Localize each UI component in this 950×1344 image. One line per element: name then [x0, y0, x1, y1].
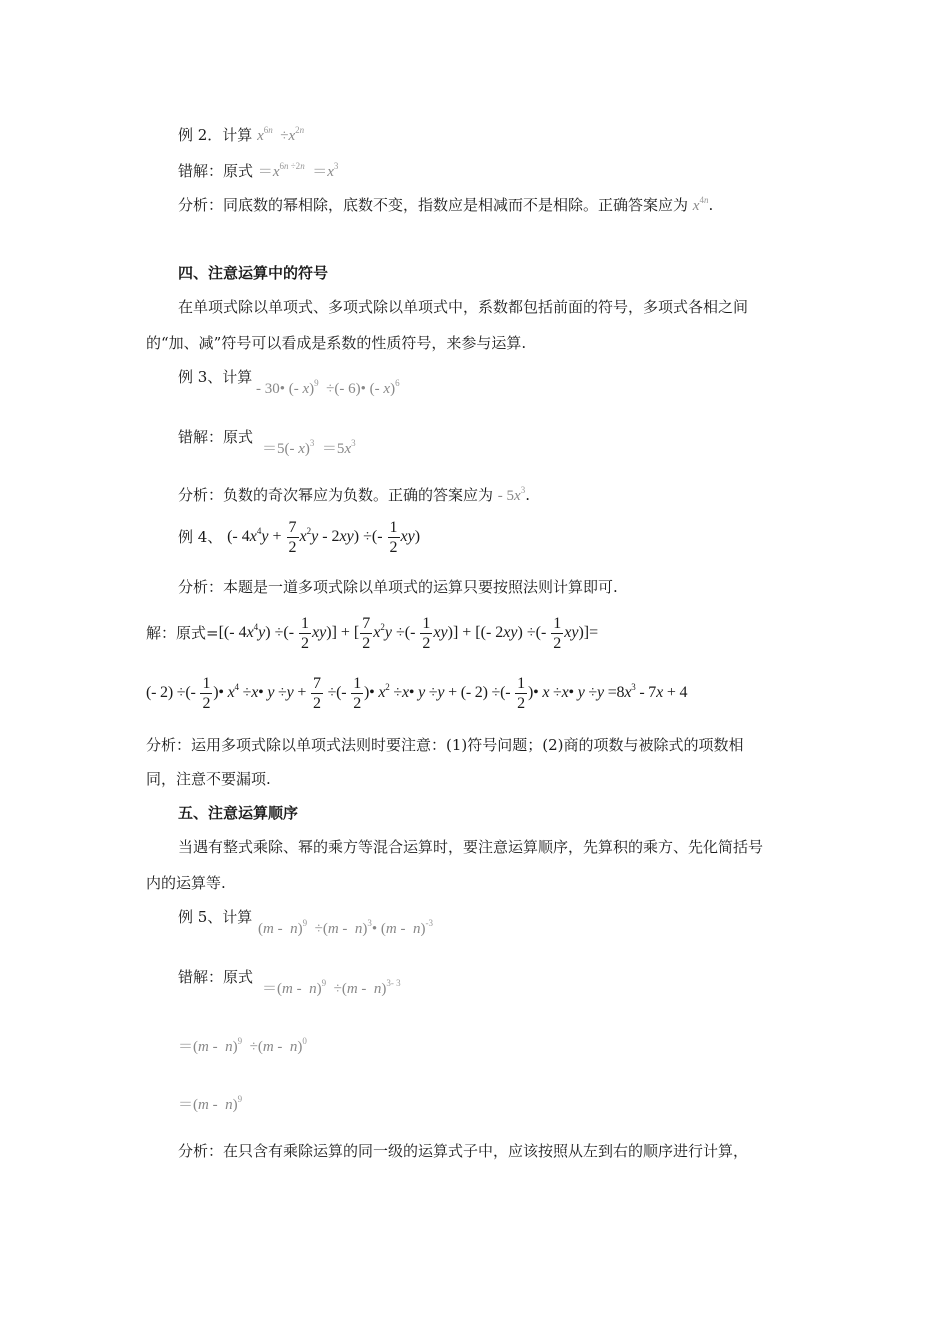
ex3-analysis: 分析：负数的奇次幂应为负数。正确的答案应为: [178, 486, 494, 504]
ex2-analysis-line: [178, 194, 713, 217]
ex3-analysis-line: [178, 484, 530, 507]
ex5-expr: (m - n)$^9$ ÷(m - n)$^3$• (m - n)$^{-3}$: [258, 918, 434, 937]
ex2-label: 例 2．计算: [178, 126, 253, 144]
ex3-wrong-expr: ＝5(- $x)^3 =5x^3$: [262, 438, 356, 457]
ex5-analysis: 分析：在只含有乘除运算的同一级的运算式子中，应该按照从左到右的顺序进行计算，: [178, 1142, 749, 1160]
ex5-step3: ＝(m - n)$^9$: [178, 1094, 243, 1113]
ex4-note1: 分析：运用多项式除以单项式法则时要注意：(1)符号问题；(2)商的项数与被除式的项数相: [146, 736, 744, 754]
ex2-wrong-line: [178, 160, 338, 183]
ex2-wrong-expr: $=x^{6n \div 2n} =x^3$: [257, 161, 339, 180]
ex4-solution-expr: [(- $4x^4y$) ÷(- $\frac{1}{2}$ xy)] + [ $\frac{7}{2}$ $x^2y$ ÷(- $\frac{1}{2}$ xy)] + [(- 2xy) ÷(- $\frac{1}{2}$ xy)]=: [218, 614, 599, 652]
ex5-step2: ＝(m - n)$^9$ ÷(m - n)$^0$: [178, 1036, 307, 1055]
ex3-label: 例 3、计算: [178, 368, 253, 386]
ex4-solution-label: 解：原式=: [146, 624, 219, 642]
ex4-line: [178, 514, 420, 559]
ex5-wrong-label: 错解：原式: [178, 968, 254, 986]
ex2-expr: $x^{6n} \div x^{2n}$: [257, 125, 305, 144]
ex3-expr: - 30• (- x)$^9$ ÷(- 6)• (- x)$^6$: [256, 378, 400, 397]
ex4-step2-expr: (- 2) ÷(- $\frac{1}{2}$ )• $x^4$ ÷x• y ÷y + $\frac{7}{2}$ ÷(- $\frac{1}{2}$ )• $x^2$ ÷x• y ÷y + (- 2) ÷(- $\frac{1}{2}$ )• x ÷x• $y \div y =8x^3 - 7x + 4$: [146, 674, 688, 712]
ex4-step2-line: [146, 670, 687, 715]
ex4-note2: 同，注意不要漏项.: [146, 770, 271, 788]
section5-para1: 当遇有整式乘除、幂的乘方等混合运算时，要注意运算顺序，先算积的乘方、先化简括号: [178, 838, 764, 856]
ex3-period: .: [525, 486, 530, 504]
ex2-wrong-label: 错解：原式: [178, 162, 254, 180]
ex4-expr: (- $4x^4y$ + $\frac{7}{2}$ $x^2y - 2xy$) ÷(- $\frac{1}{2}$ xy): [227, 518, 421, 556]
section4-para1: 在单项式除以单项式、多项式除以单项式中，系数都包括前面的符号，多项式各相之间: [178, 298, 749, 316]
ex4-solution-line: [146, 610, 598, 655]
section4-title: 四、注意运算中的符号: [178, 264, 329, 282]
section5-title: 五、注意运算顺序: [178, 804, 299, 822]
ex3-answer: - $5x^3$: [497, 485, 526, 504]
frac-7-2: $\frac{7}{2}$: [288, 518, 297, 556]
ex2-answer: $x^{4n}$: [692, 195, 709, 214]
ex3-wrong-label: 错解：原式: [178, 428, 254, 446]
section5-para2: 内的运算等.: [146, 874, 226, 892]
ex4-label: 例 4、: [178, 528, 223, 546]
ex4-analysis: 分析：本题是一道多项式除以单项式的运算只要按照法则计算即可.: [178, 578, 618, 596]
ex2-line: [178, 124, 304, 147]
ex2-period: .: [708, 196, 714, 214]
ex5-wrong-expr: ＝(m - n)$^9$ ÷(m - n)$^{3- 3}$: [262, 978, 401, 997]
section4-para2: 的“加、减”符号可以看成是系数的性质符号，来参与运算.: [146, 334, 527, 352]
frac-1-2: $\frac{1}{2}$: [389, 518, 398, 556]
ex2-analysis: 分析：同底数的幂相除，底数不变，指数应是相减而不是相除。正确答案应为: [178, 196, 689, 214]
ex5-label: 例 5、计算: [178, 908, 253, 926]
